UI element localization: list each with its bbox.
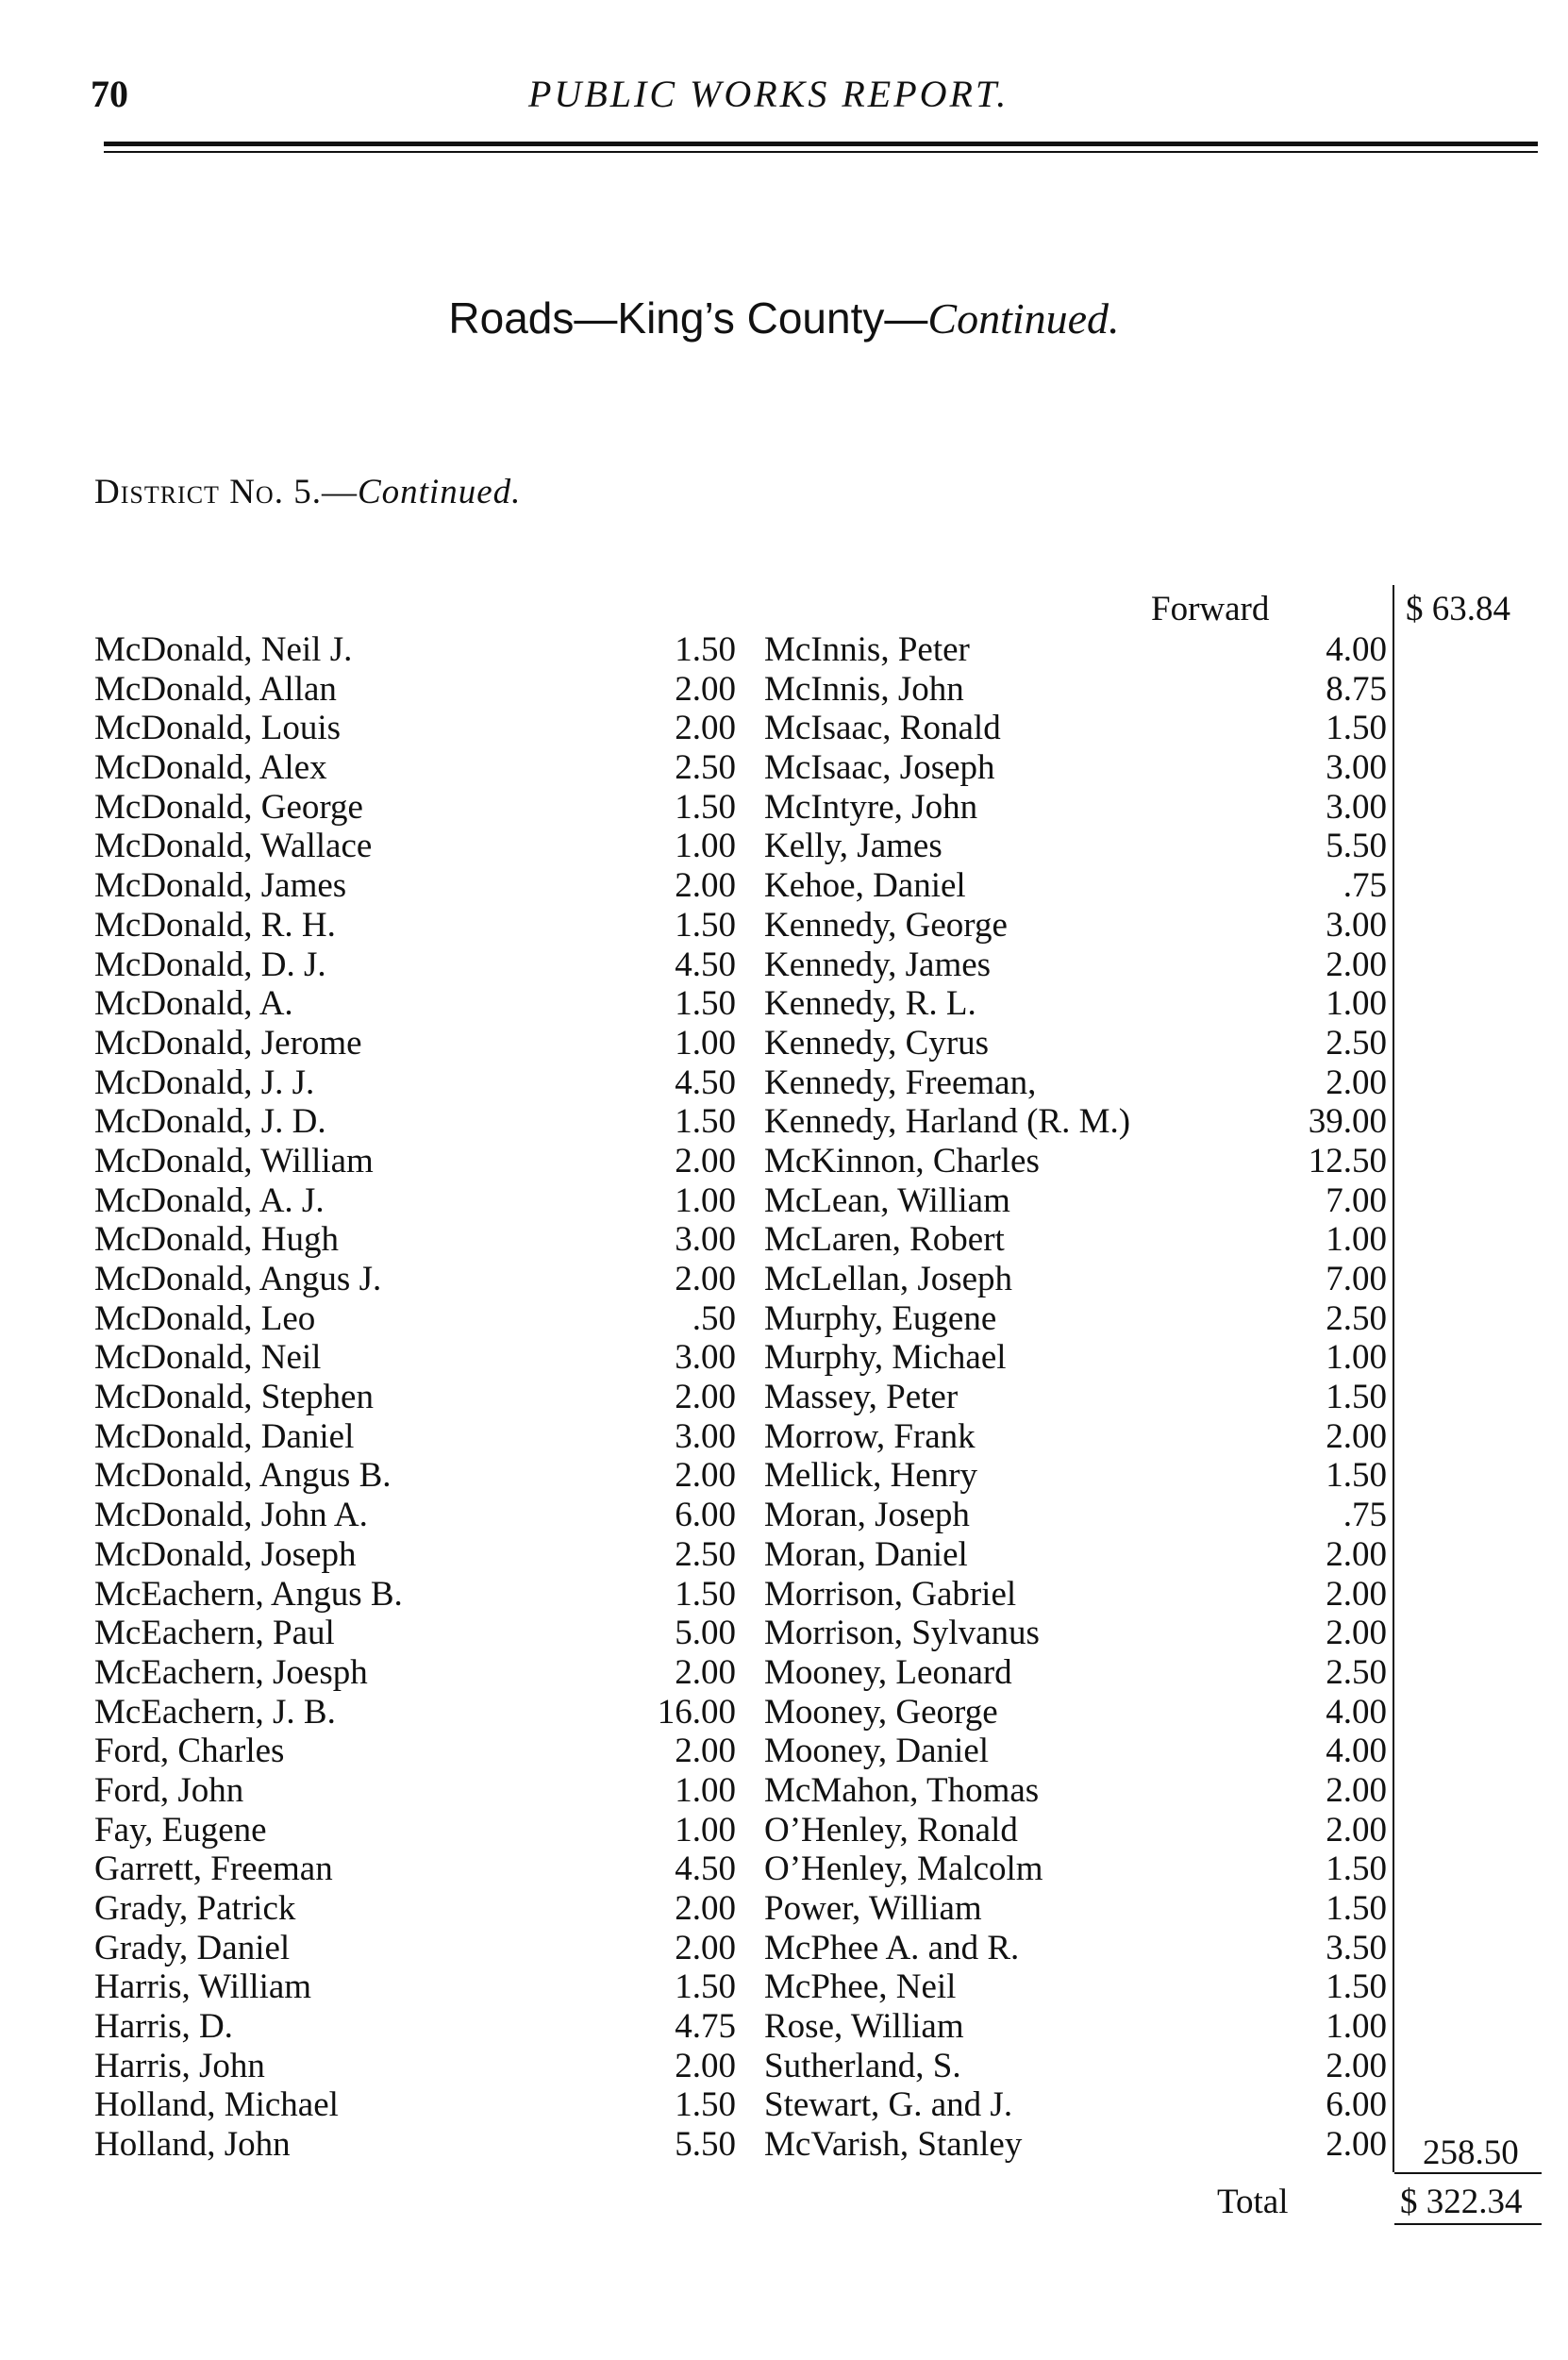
page-number: 70 [91, 73, 128, 115]
payment-amount: 16.00 [657, 1692, 736, 1732]
ledger-row [94, 866, 736, 906]
ledger-row [94, 1693, 736, 1732]
payment-amount: 1.00 [675, 1770, 736, 1810]
payee-name: McLellan, Joseph [764, 1260, 1013, 1298]
payment-amount: 1.50 [1326, 1967, 1387, 2007]
payee-name: McDonald, James [94, 866, 347, 906]
payment-amount: 2.50 [675, 748, 736, 788]
ledger-row [94, 1850, 736, 1889]
ledger-row [764, 1024, 1387, 1063]
ledger-row [764, 1456, 1387, 1496]
subtotal-amount: 258.50 [1423, 2134, 1519, 2172]
payment-amount: 3.00 [675, 1416, 736, 1456]
ledger-row [94, 709, 736, 748]
payee-name: McEachern, Angus B. [94, 1574, 403, 1614]
ledger-row [764, 1063, 1387, 1103]
payee-name: McDonald, Neil J. [94, 630, 353, 669]
payment-amount: 1.50 [675, 1574, 736, 1614]
ledger-row [94, 984, 736, 1024]
payee-name: Morrison, Sylvanus [764, 1614, 1040, 1653]
payment-amount: 2.00 [1326, 2125, 1387, 2165]
ledger-row [94, 1181, 736, 1221]
district-heading [94, 472, 521, 512]
ledger-row [94, 1575, 736, 1615]
payee-name: Mooney, Leonard [764, 1652, 1012, 1692]
payment-amount: 3.00 [675, 1338, 736, 1378]
payee-name: McDonald, John A. [94, 1496, 368, 1535]
payee-name: Harris, D. [94, 2007, 233, 2047]
payment-amount: 1.50 [1326, 1378, 1387, 1417]
payee-name: McDonald, A. J. [94, 1180, 325, 1220]
payee-name: Ford, Charles [94, 1732, 285, 1771]
payment-amount: .50 [692, 1298, 736, 1338]
payee-name: Morrow, Frank [764, 1416, 976, 1456]
ledger-row [764, 2007, 1387, 2047]
payment-amount: 2.50 [675, 1534, 736, 1574]
ledger-row [764, 788, 1387, 828]
payment-amount: 2.00 [675, 1652, 736, 1692]
payment-amount: 2.50 [1326, 1298, 1387, 1338]
payment-amount: 4.00 [1326, 1732, 1387, 1771]
payment-amount: 1.50 [675, 630, 736, 669]
ledger-row [94, 1889, 736, 1929]
payee-name: Kehoe, Daniel [764, 866, 966, 906]
ledger-row [764, 1653, 1387, 1693]
ledger-row [94, 630, 736, 670]
payment-amount: 1.50 [1326, 1456, 1387, 1496]
ledger-row [94, 2125, 736, 2165]
payee-name: Kennedy, George [764, 905, 1008, 945]
payee-name: Stewart, G. and J. [764, 2085, 1013, 2125]
total-amount: $ 322.34 [1400, 2183, 1523, 2221]
ledger-row [764, 1496, 1387, 1535]
ledger-row [94, 1220, 736, 1260]
payee-name: McDonald, Louis [94, 709, 342, 748]
total-rule [1394, 2223, 1542, 2225]
payment-amount: 2.00 [675, 709, 736, 748]
forward-amount: $ 63.84 [1406, 590, 1510, 628]
payment-amount: 6.00 [1326, 2085, 1387, 2125]
payment-amount: 2.00 [1326, 1614, 1387, 1653]
ledger-row [94, 1929, 736, 1968]
payee-name: Kennedy, R. L. [764, 984, 976, 1024]
payee-name: McInnis, John [764, 669, 964, 709]
ledger-row [94, 1102, 736, 1142]
ledger-row [94, 1653, 736, 1693]
payment-amount: 3.00 [1326, 748, 1387, 788]
ledger-row [94, 748, 736, 788]
ledger-row [94, 1063, 736, 1103]
ledger-row [94, 1378, 736, 1417]
payment-amount: 2.00 [1326, 945, 1387, 984]
payment-amount: 4.00 [1326, 1692, 1387, 1732]
district-continued: Continued. [357, 473, 522, 511]
payee-name: McEachern, Joesph [94, 1652, 368, 1692]
payee-name: McDonald, Leo [94, 1298, 316, 1338]
ledger-row [764, 906, 1387, 946]
header-rule-thin [104, 151, 1538, 153]
payment-amount: 5.50 [1326, 827, 1387, 866]
section-title [0, 293, 1568, 343]
ledger-row [94, 1260, 736, 1299]
payee-name: McInnis, Peter [764, 630, 970, 669]
payment-amount: 8.75 [1326, 669, 1387, 709]
payee-name: McDonald, Angus B. [94, 1456, 392, 1496]
ledger-row [764, 2125, 1387, 2165]
ledger-row [764, 1299, 1387, 1339]
payee-name: Fay, Eugene [94, 1810, 267, 1850]
ledger-row [764, 1771, 1387, 1811]
ledger-row [764, 827, 1387, 866]
payment-amount: 6.00 [675, 1496, 736, 1535]
ledger-row [94, 1417, 736, 1457]
payee-name: Power, William [764, 1889, 982, 1928]
payee-name: McMahon, Thomas [764, 1770, 1040, 1810]
payee-name: McDonald, Hugh [94, 1220, 339, 1260]
ledger-row [764, 1220, 1387, 1260]
ledger-row [764, 1338, 1387, 1378]
payment-amount: 1.00 [675, 1810, 736, 1850]
left-column [94, 630, 736, 2165]
payment-amount: 2.00 [675, 1928, 736, 1967]
payee-name: McKinnon, Charles [764, 1141, 1040, 1180]
payment-amount: 4.00 [1326, 630, 1387, 669]
payee-name: O’Henley, Ronald [764, 1810, 1018, 1850]
payment-amount: 2.00 [1326, 1770, 1387, 1810]
ledger-row [94, 1024, 736, 1063]
payment-amount: 1.00 [1326, 1338, 1387, 1378]
payment-amount: 1.00 [1326, 984, 1387, 1024]
payment-amount: 1.50 [675, 905, 736, 945]
ledger-row [94, 1338, 736, 1378]
ledger-row [764, 748, 1387, 788]
payment-amount: 1.50 [1326, 709, 1387, 748]
ledger-row [94, 2047, 736, 2086]
payee-name: McDonald, Daniel [94, 1416, 355, 1456]
ledger-row [94, 670, 736, 710]
payee-name: Holland, John [94, 2125, 291, 2165]
ledger-row [94, 906, 736, 946]
payment-amount: 1.50 [675, 2085, 736, 2125]
ledger-row [94, 1732, 736, 1771]
payee-name: Moran, Joseph [764, 1496, 970, 1535]
ledger-row [94, 1535, 736, 1575]
payment-amount: 4.50 [675, 1063, 736, 1102]
payment-amount: 2.00 [1326, 1416, 1387, 1456]
payment-amount: 1.50 [675, 1967, 736, 2007]
payee-name: Ford, John [94, 1770, 244, 1810]
payee-name: McPhee, Neil [764, 1967, 957, 2007]
payment-amount: 1.50 [1326, 1889, 1387, 1928]
ledger-row [94, 1614, 736, 1653]
ledger-row [764, 1575, 1387, 1615]
ledger-row [94, 827, 736, 866]
payment-amount: 1.50 [675, 984, 736, 1024]
payee-name: McVarish, Stanley [764, 2125, 1023, 2165]
ledger-row [94, 1456, 736, 1496]
ledger-row [764, 630, 1387, 670]
section-title-continued: Continued. [927, 294, 1120, 343]
payment-amount: 3.00 [675, 1220, 736, 1260]
payee-name: McDonald, Alex [94, 748, 327, 788]
payee-name: McDonald, Allan [94, 669, 337, 709]
ledger-row [94, 2085, 736, 2125]
payment-amount: 2.00 [1326, 1063, 1387, 1102]
payment-amount: .75 [1343, 1496, 1387, 1535]
payee-name: McDonald, D. J. [94, 945, 326, 984]
payee-name: McEachern, J. B. [94, 1692, 336, 1732]
payee-name: McDonald, William [94, 1141, 374, 1180]
right-column [764, 630, 1387, 2165]
payment-amount: 2.00 [1326, 1534, 1387, 1574]
payee-name: Murphy, Eugene [764, 1298, 997, 1338]
payment-amount: 2.50 [1326, 1652, 1387, 1692]
ledger-row [94, 1299, 736, 1339]
payee-name: Kennedy, Freeman, [764, 1063, 1037, 1102]
payment-amount: 3.00 [1326, 787, 1387, 827]
ledger-row [94, 946, 736, 985]
payment-amount: 1.00 [675, 1180, 736, 1220]
payee-name: McDonald, Wallace [94, 827, 373, 866]
payment-amount: 1.00 [1326, 1220, 1387, 1260]
payment-amount: 5.50 [675, 2125, 736, 2165]
ledger-row [764, 2047, 1387, 2086]
payee-name: Moran, Daniel [764, 1534, 968, 1574]
payee-name: McDonald, Joseph [94, 1534, 357, 1574]
payment-amount: 4.75 [675, 2007, 736, 2047]
payee-name: McDonald, Angus J. [94, 1260, 382, 1298]
payment-amount: 1.00 [1326, 2007, 1387, 2047]
ledger-row [764, 1260, 1387, 1299]
payment-amount: 39.00 [1308, 1102, 1387, 1142]
payee-name: McDonald, George [94, 787, 363, 827]
payee-name: McEachern, Paul [94, 1614, 335, 1653]
payee-name: Mooney, Daniel [764, 1732, 990, 1771]
ledger-row [94, 1142, 736, 1181]
payee-name: McDonald, Neil [94, 1338, 322, 1378]
payee-name: Kennedy, James [764, 945, 992, 984]
payee-name: McDonald, J. J. [94, 1063, 315, 1102]
payment-amount: 2.00 [675, 1260, 736, 1298]
ledger-row [764, 866, 1387, 906]
ledger-row [764, 1102, 1387, 1142]
ledger-row [764, 1811, 1387, 1850]
payee-name: Grady, Patrick [94, 1889, 296, 1928]
payee-name: Harris, William [94, 1967, 312, 2007]
payee-name: Massey, Peter [764, 1378, 959, 1417]
payee-name: Mellick, Henry [764, 1456, 978, 1496]
payment-amount: 1.50 [1326, 1850, 1387, 1889]
district-label: District No. 5.— [94, 473, 358, 511]
ledger-row [764, 1889, 1387, 1929]
payment-amount: 1.50 [675, 1102, 736, 1142]
payee-name: McLaren, Robert [764, 1220, 1005, 1260]
forward-label: Forward [1151, 590, 1270, 628]
ledger-row [764, 1850, 1387, 1889]
payment-amount: 1.00 [675, 827, 736, 866]
payee-name: McLean, William [764, 1180, 1010, 1220]
payment-amount: 2.00 [1326, 2046, 1387, 2085]
payee-name: Sutherland, S. [764, 2046, 961, 2085]
payee-name: McIsaac, Ronald [764, 709, 1001, 748]
ledger-row [764, 1181, 1387, 1221]
payee-name: Murphy, Michael [764, 1338, 1007, 1378]
ledger-row [764, 2085, 1387, 2125]
total-label: Total [1217, 2183, 1289, 2221]
payee-name: Kennedy, Harland (R. M.) [764, 1102, 1131, 1142]
payee-name: McPhee A. and R. [764, 1928, 1020, 1967]
payment-amount: 3.00 [1326, 905, 1387, 945]
payee-name: Garrett, Freeman [94, 1850, 333, 1889]
payee-name: O’Henley, Malcolm [764, 1850, 1043, 1889]
payment-amount: 2.00 [1326, 1810, 1387, 1850]
subtotal-rule [1394, 2172, 1542, 2174]
payment-amount: 1.50 [675, 787, 736, 827]
ledger-row [94, 1811, 736, 1850]
ledger-row [764, 1417, 1387, 1457]
payment-amount: 12.50 [1308, 1141, 1387, 1180]
payment-amount: 1.00 [675, 1023, 736, 1063]
total-column-rule [1393, 585, 1394, 2172]
running-head: PUBLIC WORKS REPORT. [528, 73, 1009, 115]
payee-name: McDonald, J. D. [94, 1102, 326, 1142]
payee-name: Holland, Michael [94, 2085, 339, 2125]
payee-name: McDonald, Stephen [94, 1378, 374, 1417]
ledger-row [764, 1535, 1387, 1575]
ledger-row [764, 1967, 1387, 2007]
payment-amount: 2.00 [675, 1732, 736, 1771]
payment-amount: 2.00 [675, 1378, 736, 1417]
payment-amount: 2.00 [675, 669, 736, 709]
ledger-row [764, 1378, 1387, 1417]
payment-amount: 2.00 [675, 1141, 736, 1180]
payee-name: McIntyre, John [764, 787, 978, 827]
payment-amount: 2.00 [675, 2046, 736, 2085]
payee-name: Kennedy, Cyrus [764, 1023, 990, 1063]
payment-amount: 5.00 [675, 1614, 736, 1653]
ledger-row [764, 1614, 1387, 1653]
ledger-row [764, 1693, 1387, 1732]
ledger-row [764, 1732, 1387, 1771]
section-title-main: Roads—King’s County— [448, 293, 928, 343]
ledger-row [764, 709, 1387, 748]
payment-amount: 2.00 [675, 1456, 736, 1496]
ledger-row [94, 2007, 736, 2047]
ledger-row [764, 984, 1387, 1024]
payee-name: Rose, William [764, 2007, 964, 2047]
ledger-row [94, 788, 736, 828]
payee-name: Harris, John [94, 2046, 265, 2085]
payee-name: Morrison, Gabriel [764, 1574, 1017, 1614]
payment-amount: 2.50 [1326, 1023, 1387, 1063]
payment-amount: 2.00 [675, 866, 736, 906]
payment-amount: 4.50 [675, 1850, 736, 1889]
payee-name: Grady, Daniel [94, 1928, 291, 1967]
payee-name: Mooney, George [764, 1692, 998, 1732]
payee-name: McDonald, Jerome [94, 1023, 362, 1063]
payee-name: McDonald, A. [94, 984, 293, 1024]
ledger-row [94, 1771, 736, 1811]
payment-amount: 3.50 [1326, 1928, 1387, 1967]
ledger-row [764, 1929, 1387, 1968]
payee-name: McDonald, R. H. [94, 905, 336, 945]
ledger-row [764, 670, 1387, 710]
payment-amount: 2.00 [1326, 1574, 1387, 1614]
ledger-row [94, 1496, 736, 1535]
ledger-row [764, 946, 1387, 985]
payment-amount: 7.00 [1326, 1260, 1387, 1298]
payee-name: McIsaac, Joseph [764, 748, 995, 788]
payee-name: Kelly, James [764, 827, 942, 866]
payment-amount: 4.50 [675, 945, 736, 984]
payment-amount: 2.00 [675, 1889, 736, 1928]
header-rule-thick [104, 142, 1538, 146]
ledger-row [764, 1142, 1387, 1181]
payment-amount: 7.00 [1326, 1180, 1387, 1220]
ledger-row [94, 1967, 736, 2007]
payment-amount: .75 [1343, 866, 1387, 906]
